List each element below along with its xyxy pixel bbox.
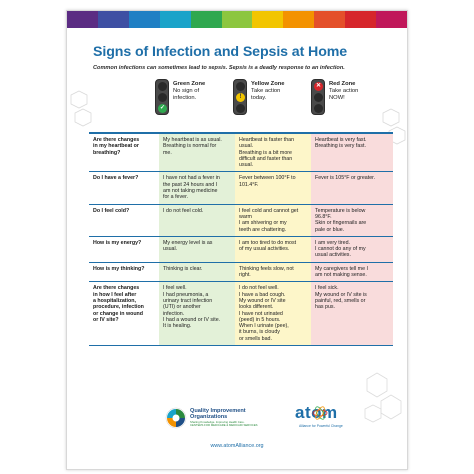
cell-line: I have not had a fever in: [163, 175, 220, 182]
cell-line: usual.: [239, 143, 254, 150]
cell-line: or change in wound: [93, 310, 144, 317]
symptom-table: [89, 132, 393, 346]
qio-tagline-2: CENTERS FOR MEDICARE & MEDICAID SERVICES: [190, 423, 258, 428]
table-row: [89, 134, 393, 172]
green-zone-cell: [159, 205, 235, 236]
table-row: [89, 237, 393, 263]
cell-line: I cannot do any of my: [315, 246, 366, 253]
question-cell: [89, 282, 159, 345]
cell-line: Breathing is a bit more: [239, 149, 292, 156]
page-title: Signs of Infection and Sepsis at Home: [93, 44, 348, 60]
table-row: [89, 282, 393, 346]
cell-line: My wound or IV site: [239, 297, 286, 304]
yellow-zone-cell: [235, 134, 311, 171]
cell-line: in how I feel after: [93, 291, 137, 298]
rainbow-segment: [67, 11, 98, 28]
rainbow-segment: [376, 11, 407, 28]
cell-line: or smells bad.: [239, 335, 272, 342]
green-zone-desc-2: infection.: [173, 95, 197, 101]
cell-line: Skin or fingernails are: [315, 220, 367, 227]
yellow-zone-cell: [235, 172, 311, 203]
cell-line: How is my energy?: [93, 239, 142, 246]
atom-orbit-icon: [312, 405, 328, 421]
cell-line: I have not urinated: [239, 310, 283, 317]
cell-line: Are there changes: [93, 285, 140, 292]
green-zone-cell: [159, 263, 235, 282]
cell-line: it burns, is cloudy: [239, 329, 280, 336]
cell-line: Fever is 105°F or greater.: [315, 175, 376, 182]
traffic-light-icon: [311, 79, 325, 115]
green-zone-desc-1: No sign of: [173, 88, 200, 94]
red-zone-legend: [311, 79, 389, 123]
cell-line: (peed) in 5 hours.: [239, 316, 281, 323]
cell-line: I feel sick.: [315, 285, 339, 292]
question-cell: [89, 263, 159, 282]
website-link[interactable]: www.atomAlliance.org: [210, 443, 264, 449]
rainbow-segment: [314, 11, 345, 28]
cell-line: When I urinate (pee),: [239, 323, 289, 330]
yellow-zone-cell: [235, 205, 311, 236]
cell-line: looks different.: [239, 304, 274, 311]
cell-line: Do I have a fever?: [93, 175, 139, 182]
cell-line: in my heartbeat or: [93, 143, 139, 150]
cell-line: usual.: [163, 246, 178, 253]
red-zone-cell: [311, 263, 393, 282]
rainbow-segment: [283, 11, 314, 28]
atom-alliance-logo: [295, 403, 365, 433]
rainbow-segment: [129, 11, 160, 28]
cell-line: usual activities.: [315, 252, 351, 259]
traffic-light-icon: [233, 79, 247, 115]
qio-name-1: Quality Improvement: [190, 408, 246, 414]
yellow-zone-desc-2: today.: [251, 95, 267, 101]
red-zone-cell: [311, 237, 393, 262]
cell-line: pale or blue.: [315, 226, 345, 233]
cell-line: Heartbeat is faster than: [239, 137, 295, 143]
cell-line: I had a wound or IV site.: [163, 316, 221, 323]
cell-line: teeth are chattering.: [239, 226, 287, 233]
cell-line: or IV site?: [93, 316, 119, 323]
cell-line: Heartbeat is very fast.: [315, 137, 367, 143]
exclamation-icon: !: [239, 94, 242, 100]
cell-line: Thinking feels slow, not: [239, 265, 294, 272]
rainbow-segment: [191, 11, 222, 28]
traffic-light-icon: [155, 79, 169, 115]
cell-line: procedure, infection: [93, 304, 144, 311]
question-cell: [89, 237, 159, 262]
cell-line: I have a bad cough.: [239, 291, 286, 298]
cell-line: I am too tired to do most: [239, 239, 297, 246]
cell-line: My energy level is as: [163, 239, 213, 246]
page-subtitle: Common infections can sometimes lead to sepsis. Sepsis is a deadly response to an infection.: [93, 65, 345, 71]
cell-line: of my usual activities.: [239, 246, 290, 253]
atom-tagline: Alliance for Powerful Change: [299, 424, 343, 428]
cell-line: warm: [239, 213, 252, 220]
cell-line: I had pneumonia, a: [163, 291, 209, 298]
yellow-zone-legend: [233, 79, 311, 123]
rainbow-segment: [98, 11, 129, 28]
rainbow-segment: [160, 11, 191, 28]
cell-line: Breathing is normal for: [163, 143, 217, 150]
cell-line: 96.8°F.: [315, 213, 332, 220]
cell-line: am not making sense.: [315, 272, 367, 279]
qio-logo-icon: [165, 407, 187, 429]
green-zone-cell: [159, 282, 235, 345]
red-zone-cell: [311, 205, 393, 236]
question-cell: [89, 205, 159, 236]
qio-logo-block: [165, 405, 285, 433]
cell-line: I am shivering or my: [239, 220, 287, 227]
cell-line: Temperature is below: [315, 207, 366, 214]
qio-name-2: Organizations: [190, 414, 228, 420]
yellow-zone-cell: [235, 237, 311, 262]
check-icon: ✓: [159, 105, 166, 111]
rainbow-segment: [222, 11, 253, 28]
cell-line: right.: [239, 272, 251, 279]
rainbow-bar: [67, 11, 407, 28]
atom-wordmark: atom: [295, 403, 338, 422]
green-zone-name: Green Zone: [173, 81, 206, 87]
cell-line: How is my thinking?: [93, 265, 145, 272]
cell-line: the past 24 hours and I: [163, 181, 218, 188]
cell-line: am not taking medicine: [163, 188, 218, 195]
rainbow-segment: [345, 11, 376, 28]
molecule-graphic-left: [69, 89, 93, 129]
cell-line: 101.4°F.: [239, 181, 259, 188]
qio-tagline-1: Sharing Knowledge. Improving Health Care.: [190, 420, 245, 424]
question-cell: [89, 134, 159, 171]
red-zone-cell: [311, 134, 393, 171]
cell-line: breathing?: [93, 149, 121, 156]
cell-line: I feel well.: [163, 285, 187, 292]
red-zone-cell: [311, 172, 393, 203]
cell-line: I do not feel cold.: [163, 207, 204, 214]
cell-line: My wound or IV site is: [315, 291, 367, 298]
cell-line: Thinking is clear.: [163, 265, 203, 272]
cell-line: I do not feel well.: [239, 285, 279, 292]
cell-line: a hospitalization,: [93, 297, 136, 304]
cell-line: urinary tract infection: [163, 297, 213, 304]
red-zone-desc-1: Take action: [329, 88, 359, 94]
cell-line: My heartbeat is as usual.: [163, 137, 222, 143]
cell-line: usual.: [239, 162, 254, 169]
cell-line: I am very tired.: [315, 239, 351, 246]
cell-line: Do I feel cold?: [93, 207, 130, 214]
table-row: [89, 205, 393, 237]
x-icon: ✕: [315, 83, 322, 89]
cell-line: Breathing is very fast.: [315, 143, 366, 150]
green-zone-cell: [159, 237, 235, 262]
table-row: [89, 263, 393, 283]
red-zone-name: Red Zone: [329, 81, 356, 87]
yellow-zone-cell: [235, 263, 311, 282]
cell-line: difficult and faster than: [239, 155, 293, 162]
cell-line: I feel cold and cannot get: [239, 207, 299, 214]
green-zone-cell: [159, 134, 235, 171]
cell-line: It is healing.: [163, 323, 192, 330]
green-zone-legend: [155, 79, 233, 123]
yellow-zone-cell: [235, 282, 311, 345]
cell-line: has pus.: [315, 304, 336, 311]
cell-line: (UTI) or another: [163, 304, 201, 311]
cell-line: Are there changes: [93, 137, 140, 143]
cell-line: for a fever.: [163, 194, 189, 201]
question-cell: [89, 172, 159, 203]
table-row: [89, 172, 393, 204]
yellow-zone-desc-1: Take action: [251, 88, 281, 94]
rainbow-segment: [252, 11, 283, 28]
red-zone-cell: [311, 282, 393, 345]
cell-line: me.: [163, 149, 172, 156]
green-zone-cell: [159, 172, 235, 203]
cell-line: My caregivers tell me I: [315, 265, 368, 272]
handout-page: [66, 10, 408, 470]
yellow-zone-name: Yellow Zone: [251, 81, 285, 87]
cell-line: Fever between 100°F to: [239, 175, 296, 182]
cell-line: painful, red, smells or: [315, 297, 366, 304]
cell-line: infection.: [163, 310, 185, 317]
red-zone-desc-2: NOW!: [329, 95, 345, 101]
